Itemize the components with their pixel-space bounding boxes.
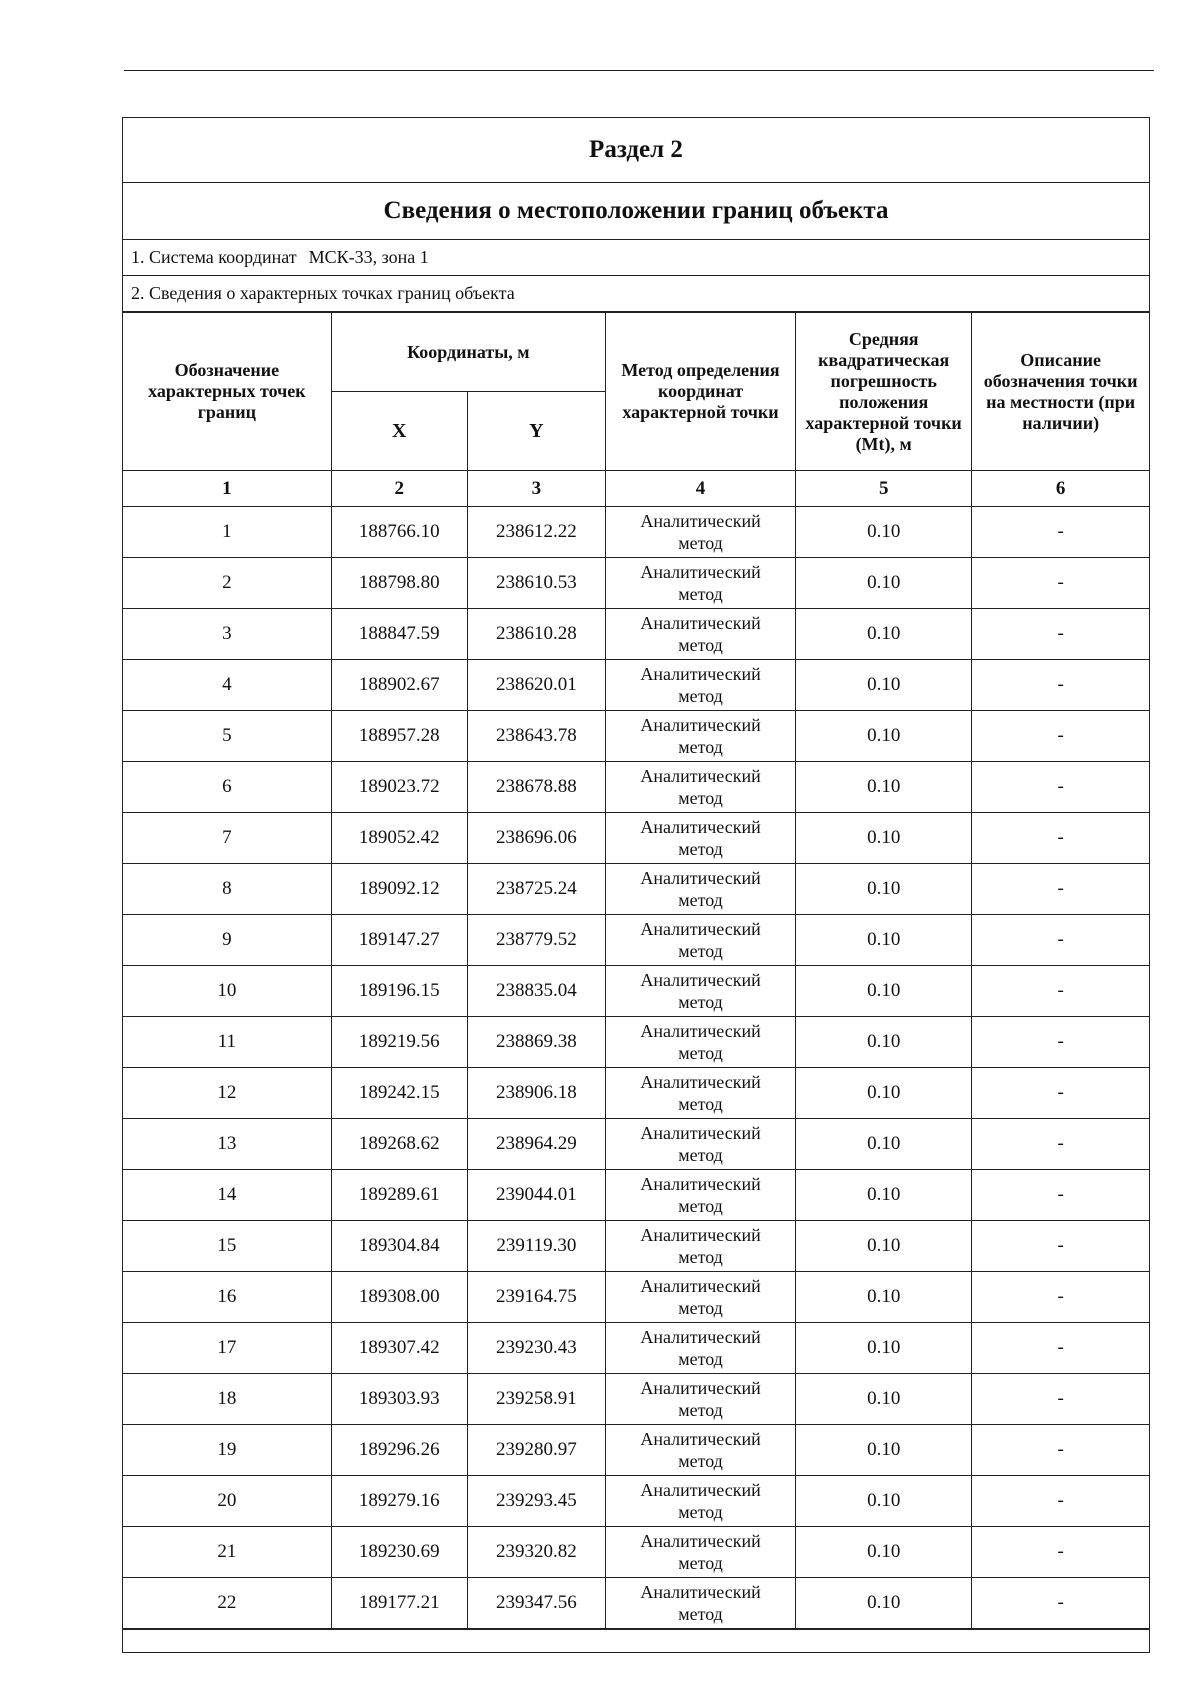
point-number: 8 — [123, 864, 331, 915]
method-line-1: Аналитический — [640, 1378, 761, 1398]
top-rule — [124, 70, 1154, 71]
coordinate-x: 189304.84 — [331, 1221, 467, 1272]
coordinate-x: 189268.62 — [331, 1119, 467, 1170]
point-number: 6 — [123, 762, 331, 813]
method-line-1: Аналитический — [640, 1480, 761, 1500]
coordinate-y: 239230.43 — [467, 1323, 605, 1374]
method-line-2: метод — [678, 584, 723, 604]
coordinate-y: 239164.75 — [467, 1272, 605, 1323]
point-description: - — [972, 1476, 1149, 1527]
coordinate-y: 239119.30 — [467, 1221, 605, 1272]
method-line-2: метод — [678, 1502, 723, 1522]
point-description: - — [972, 762, 1149, 813]
coordinate-y: 238612.22 — [467, 507, 605, 558]
table-row — [123, 660, 1149, 711]
method-cell — [605, 660, 795, 711]
method-cell — [605, 1374, 795, 1425]
method-line-2: метод — [678, 1451, 723, 1471]
mean-error: 0.10 — [796, 1527, 972, 1578]
method-cell — [605, 1170, 795, 1221]
table-row — [123, 1374, 1149, 1425]
point-number: 14 — [123, 1170, 331, 1221]
coordinate-y: 238725.24 — [467, 864, 605, 915]
point-description: - — [972, 660, 1149, 711]
table-row — [123, 1017, 1149, 1068]
mean-error: 0.10 — [796, 1272, 972, 1323]
coordinate-y: 238643.78 — [467, 711, 605, 762]
method-line-1: Аналитический — [640, 766, 761, 786]
table-row — [123, 1323, 1149, 1374]
coordinate-y: 239293.45 — [467, 1476, 605, 1527]
table-row — [123, 1068, 1149, 1119]
method-line-2: метод — [678, 635, 723, 655]
coordinate-x: 189308.00 — [331, 1272, 467, 1323]
coordinate-x: 189052.42 — [331, 813, 467, 864]
point-number: 22 — [123, 1578, 331, 1629]
method-line-1: Аналитический — [640, 868, 761, 888]
method-line-1: Аналитический — [640, 1123, 761, 1143]
method-line-1: Аналитический — [640, 1225, 761, 1245]
method-cell — [605, 1527, 795, 1578]
method-line-1: Аналитический — [640, 1327, 761, 1347]
point-description: - — [972, 915, 1149, 966]
point-number: 5 — [123, 711, 331, 762]
method-line-2: метод — [678, 890, 723, 910]
mean-error: 0.10 — [796, 966, 972, 1017]
method-line-1: Аналитический — [640, 817, 761, 837]
method-cell — [605, 1323, 795, 1374]
coordinate-x: 189196.15 — [331, 966, 467, 1017]
method-line-1: Аналитический — [640, 1174, 761, 1194]
table-row — [123, 711, 1149, 762]
column-number: 3 — [467, 471, 605, 507]
method-line-2: метод — [678, 686, 723, 706]
point-description: - — [972, 507, 1149, 558]
point-description: - — [972, 711, 1149, 762]
coordinate-y: 238610.28 — [467, 609, 605, 660]
method-cell — [605, 1017, 795, 1068]
table-row — [123, 1272, 1149, 1323]
method-line-2: метод — [678, 533, 723, 553]
point-number: 17 — [123, 1323, 331, 1374]
coordinate-y: 239320.82 — [467, 1527, 605, 1578]
coordinate-x: 188766.10 — [331, 507, 467, 558]
point-description: - — [972, 1323, 1149, 1374]
coordinate-x: 189230.69 — [331, 1527, 467, 1578]
coordinate-y: 239258.91 — [467, 1374, 605, 1425]
method-line-2: метод — [678, 941, 723, 961]
method-cell — [605, 558, 795, 609]
point-number: 16 — [123, 1272, 331, 1323]
coordinate-y: 238610.53 — [467, 558, 605, 609]
mean-error: 0.10 — [796, 1119, 972, 1170]
method-cell — [605, 762, 795, 813]
mean-error: 0.10 — [796, 1170, 972, 1221]
method-line-1: Аналитический — [640, 1429, 761, 1449]
mean-error: 0.10 — [796, 660, 972, 711]
header-mean-error: Средняя квадратическая погрешность положения характерной точки (Mt), м — [796, 313, 972, 471]
coordinate-x: 188957.28 — [331, 711, 467, 762]
point-number: 10 — [123, 966, 331, 1017]
method-line-1: Аналитический — [640, 1531, 761, 1551]
table-row — [123, 864, 1149, 915]
method-cell — [605, 1221, 795, 1272]
point-number: 20 — [123, 1476, 331, 1527]
method-cell — [605, 1272, 795, 1323]
coordinate-y: 238678.88 — [467, 762, 605, 813]
header-y: Y — [467, 392, 605, 471]
point-description: - — [972, 609, 1149, 660]
point-description: - — [972, 1170, 1149, 1221]
table-row — [123, 1170, 1149, 1221]
boundary-points-table — [123, 312, 1149, 1629]
method-line-1: Аналитический — [640, 664, 761, 684]
section-subtitle: Сведения о местоположении границ объекта — [123, 183, 1149, 240]
points-table-body — [123, 507, 1149, 1629]
column-number: 6 — [972, 471, 1149, 507]
mean-error: 0.10 — [796, 1323, 972, 1374]
coordinate-system-value: МСК-33, зона 1 — [308, 247, 429, 267]
coordinate-x: 188847.59 — [331, 609, 467, 660]
point-description: - — [972, 558, 1149, 609]
method-line-2: метод — [678, 1196, 723, 1216]
table-row — [123, 762, 1149, 813]
point-number: 18 — [123, 1374, 331, 1425]
table-row — [123, 1221, 1149, 1272]
column-numbers-row — [123, 471, 1149, 507]
method-cell — [605, 1476, 795, 1527]
point-description: - — [972, 1272, 1149, 1323]
method-line-1: Аналитический — [640, 970, 761, 990]
coordinate-y: 238869.38 — [467, 1017, 605, 1068]
table-row — [123, 558, 1149, 609]
table-row — [123, 1119, 1149, 1170]
method-line-1: Аналитический — [640, 715, 761, 735]
point-number: 21 — [123, 1527, 331, 1578]
header-point-designation: Обозначение характерных точек границ — [123, 313, 331, 471]
coordinate-y: 239044.01 — [467, 1170, 605, 1221]
coordinate-x: 189147.27 — [331, 915, 467, 966]
point-description: - — [972, 1017, 1149, 1068]
method-line-2: метод — [678, 992, 723, 1012]
point-description: - — [972, 1578, 1149, 1629]
coordinate-x: 188798.80 — [331, 558, 467, 609]
method-cell — [605, 813, 795, 864]
point-description: - — [972, 1221, 1149, 1272]
coordinate-x: 189303.93 — [331, 1374, 467, 1425]
method-line-2: метод — [678, 1247, 723, 1267]
method-line-1: Аналитический — [640, 562, 761, 582]
table-tail-row — [123, 1629, 1149, 1652]
method-line-2: метод — [678, 1349, 723, 1369]
point-number: 2 — [123, 558, 331, 609]
mean-error: 0.10 — [796, 609, 972, 660]
table-row — [123, 1425, 1149, 1476]
coordinate-x: 189279.16 — [331, 1476, 467, 1527]
method-line-2: метод — [678, 1604, 723, 1624]
table-row — [123, 1476, 1149, 1527]
coordinate-x: 189307.42 — [331, 1323, 467, 1374]
column-number: 2 — [331, 471, 467, 507]
point-number: 1 — [123, 507, 331, 558]
method-line-2: метод — [678, 1400, 723, 1420]
method-cell — [605, 864, 795, 915]
coordinate-system-label: 1. Система координат — [131, 247, 297, 267]
header-method: Метод определения координат характерной точки — [605, 313, 795, 471]
coordinate-y: 238620.01 — [467, 660, 605, 711]
point-number: 9 — [123, 915, 331, 966]
mean-error: 0.10 — [796, 1017, 972, 1068]
mean-error: 0.10 — [796, 558, 972, 609]
header-coordinates: Координаты, м — [331, 313, 605, 392]
coordinate-y: 238779.52 — [467, 915, 605, 966]
method-line-2: метод — [678, 1094, 723, 1114]
point-number: 13 — [123, 1119, 331, 1170]
method-line-1: Аналитический — [640, 1582, 761, 1602]
point-number: 11 — [123, 1017, 331, 1068]
column-number: 5 — [796, 471, 972, 507]
point-description: - — [972, 813, 1149, 864]
method-cell — [605, 966, 795, 1017]
coordinate-x: 189177.21 — [331, 1578, 467, 1629]
header-x: X — [331, 392, 467, 471]
coordinate-x: 189219.56 — [331, 1017, 467, 1068]
method-cell — [605, 915, 795, 966]
point-description: - — [972, 1068, 1149, 1119]
coordinate-x: 189289.61 — [331, 1170, 467, 1221]
point-description: - — [972, 864, 1149, 915]
table-row — [123, 813, 1149, 864]
method-line-2: метод — [678, 1298, 723, 1318]
method-line-2: метод — [678, 737, 723, 757]
mean-error: 0.10 — [796, 864, 972, 915]
method-line-2: метод — [678, 1145, 723, 1165]
method-line-1: Аналитический — [640, 613, 761, 633]
point-number: 15 — [123, 1221, 331, 1272]
point-description: - — [972, 1527, 1149, 1578]
method-cell — [605, 1068, 795, 1119]
mean-error: 0.10 — [796, 711, 972, 762]
coordinate-x: 189296.26 — [331, 1425, 467, 1476]
mean-error: 0.10 — [796, 762, 972, 813]
point-description: - — [972, 966, 1149, 1017]
method-cell — [605, 711, 795, 762]
table-row — [123, 1527, 1149, 1578]
mean-error: 0.10 — [796, 1476, 972, 1527]
points-heading: 2. Сведения о характерных точках границ объекта — [123, 276, 1149, 312]
point-description: - — [972, 1119, 1149, 1170]
column-number: 1 — [123, 471, 331, 507]
point-description: - — [972, 1425, 1149, 1476]
boundary-section-frame — [122, 117, 1150, 1653]
point-description: - — [972, 1374, 1149, 1425]
section-title: Раздел 2 — [123, 118, 1149, 183]
point-number: 19 — [123, 1425, 331, 1476]
header-description: Описание обозначения точки на местности (при наличии) — [972, 313, 1149, 471]
coordinate-y: 239280.97 — [467, 1425, 605, 1476]
table-row — [123, 1578, 1149, 1629]
mean-error: 0.10 — [796, 1221, 972, 1272]
coordinate-y: 238906.18 — [467, 1068, 605, 1119]
point-number: 3 — [123, 609, 331, 660]
table-row — [123, 507, 1149, 558]
table-row — [123, 609, 1149, 660]
point-number: 12 — [123, 1068, 331, 1119]
coordinate-y: 238696.06 — [467, 813, 605, 864]
method-line-2: метод — [678, 788, 723, 808]
method-line-1: Аналитический — [640, 1276, 761, 1296]
coordinate-x: 189023.72 — [331, 762, 467, 813]
coordinate-y: 238835.04 — [467, 966, 605, 1017]
mean-error: 0.10 — [796, 507, 972, 558]
method-cell — [605, 609, 795, 660]
mean-error: 0.10 — [796, 813, 972, 864]
coordinate-x: 188902.67 — [331, 660, 467, 711]
method-cell — [605, 507, 795, 558]
table-row — [123, 915, 1149, 966]
column-number: 4 — [605, 471, 795, 507]
method-line-2: метод — [678, 1043, 723, 1063]
mean-error: 0.10 — [796, 1425, 972, 1476]
mean-error: 0.10 — [796, 1578, 972, 1629]
coordinate-y: 238964.29 — [467, 1119, 605, 1170]
method-line-1: Аналитический — [640, 511, 761, 531]
method-line-1: Аналитический — [640, 919, 761, 939]
mean-error: 0.10 — [796, 1068, 972, 1119]
method-line-1: Аналитический — [640, 1072, 761, 1092]
coordinate-x: 189092.12 — [331, 864, 467, 915]
method-cell — [605, 1119, 795, 1170]
method-line-2: метод — [678, 1553, 723, 1573]
point-number: 4 — [123, 660, 331, 711]
coordinate-system-line — [123, 240, 1149, 276]
method-line-2: метод — [678, 839, 723, 859]
mean-error: 0.10 — [796, 1374, 972, 1425]
method-cell — [605, 1578, 795, 1629]
point-number: 7 — [123, 813, 331, 864]
method-line-1: Аналитический — [640, 1021, 761, 1041]
method-cell — [605, 1425, 795, 1476]
table-row — [123, 966, 1149, 1017]
coordinate-x: 189242.15 — [331, 1068, 467, 1119]
coordinate-y: 239347.56 — [467, 1578, 605, 1629]
mean-error: 0.10 — [796, 915, 972, 966]
